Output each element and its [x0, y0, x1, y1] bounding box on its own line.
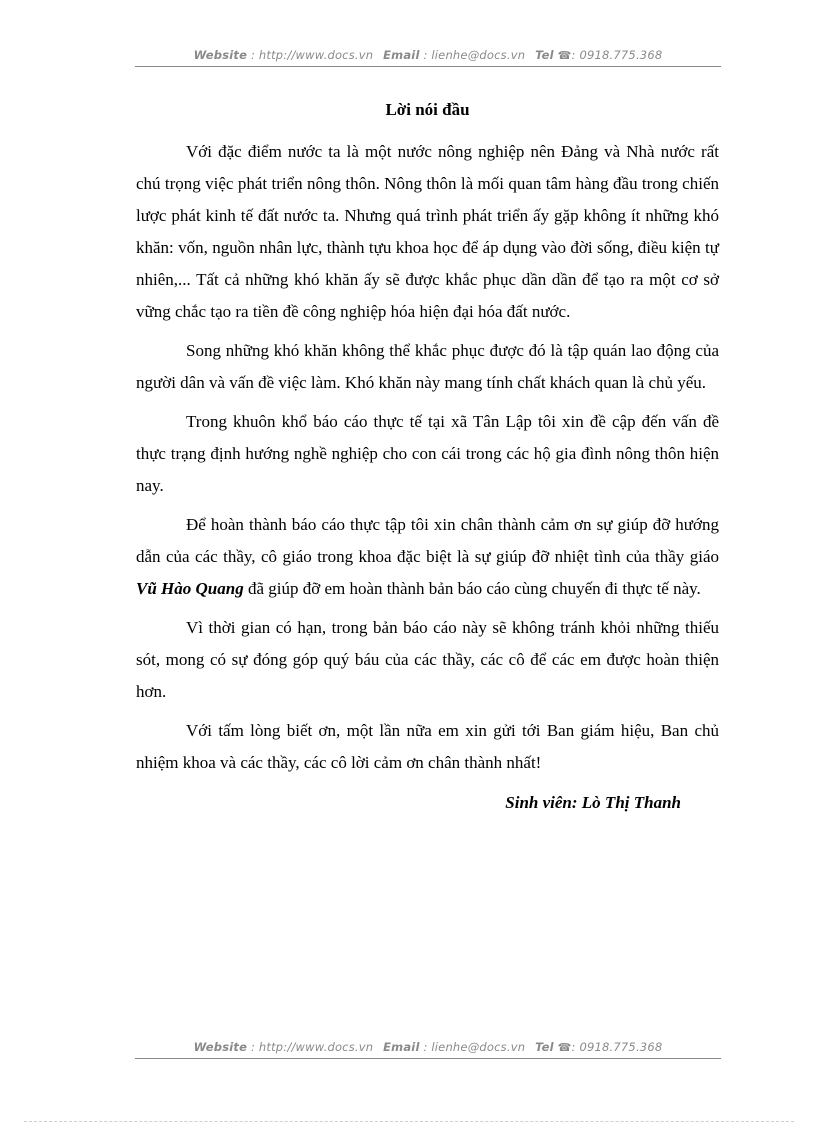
paragraph-2: Song những khó khăn không thể khắc phục được đó là tập quán lao động của người dân và vấn đề việc làm. Khó khăn này mang tính chất khách quan là chủ yếu. — [136, 341, 719, 392]
page-header — [135, 48, 721, 67]
thanks-text-before: Để hoàn thành báo cáo thực tập tôi xin chân thành cảm ơn sự giúp đỡ hướng dẫn của các thầy, cô giáo trong khoa đặc biệt là sự giúp đỡ nhiệt tình của thầy giáo — [136, 515, 719, 566]
header-website-label: Website — [193, 48, 248, 62]
page-title: Lời nói đầu — [385, 100, 470, 119]
header-email-label: Email — [383, 48, 420, 62]
page-footer — [135, 1040, 721, 1059]
header-email-value: : lienhe@docs.vn — [423, 48, 526, 62]
paragraph-gratitude: Với tấm lòng biết ơn, một lần nữa em xin gửi tới Ban giám hiệu, Ban chủ nhiệm khoa và các thầy, các cô lời cảm ơn chân thành nhất! — [136, 721, 719, 772]
document-body — [136, 98, 719, 818]
footer-website-label: Website — [193, 1040, 248, 1054]
page-edge-divider — [24, 1121, 794, 1122]
phone-icon: ☎ — [557, 49, 572, 62]
signature: Sinh viên: Lò Thị Thanh — [505, 793, 681, 812]
paragraph-3: Trong khuôn khổ báo cáo thực tế tại xã Tân Lập tôi xin đề cập đến vấn đề thực trạng định hướng nghề nghiệp cho con cái trong các hộ gia đình nông thôn hiện nay. — [136, 412, 719, 495]
thanks-text-after: đã giúp đỡ em hoàn thành bản báo cáo cùng chuyến đi thực tế này. — [243, 579, 701, 598]
phone-icon: ☎ — [557, 1041, 572, 1054]
footer-email-value: : lienhe@docs.vn — [423, 1040, 526, 1054]
footer-website-value: : http://www.docs.vn — [250, 1040, 374, 1054]
footer-tel-value: : 0918.775.368 — [571, 1040, 663, 1054]
header-tel-label: Tel — [535, 48, 554, 62]
footer-tel-label: Tel — [535, 1040, 554, 1054]
footer-email-label: Email — [383, 1040, 420, 1054]
paragraph-apology: Vì thời gian có hạn, trong bản báo cáo này sẽ không tránh khỏi những thiếu sót, mong có sự đóng góp quý báu của các thầy, các cô để các em được hoàn thiện hơn. — [136, 618, 719, 701]
header-tel-value: : 0918.775.368 — [571, 48, 663, 62]
header-website-value: : http://www.docs.vn — [250, 48, 374, 62]
paragraph-thanks — [136, 509, 719, 605]
teacher-name: Vũ Hào Quang — [136, 579, 244, 598]
paragraph-1: Với đặc điểm nước ta là một nước nông nghiệp nên Đảng và Nhà nước rất chú trọng việc phát triển nông thôn. Nông thôn là mối quan tâm hàng đầu trong chiến lược phát kinh tế đất nước ta. Nhưng quá trình phát triển ấy gặp không ít những khó khăn: vốn, nguồn nhân lực, thành tựu khoa học để áp dụng vào đời sống, điều kiện tự nhiên,... Tất cả những khó khăn ấy sẽ được khắc phục dần dần để tạo ra một cơ sở vững chắc tạo ra tiền đề công nghiệp hóa hiện đại hóa đất nước. — [136, 142, 719, 321]
